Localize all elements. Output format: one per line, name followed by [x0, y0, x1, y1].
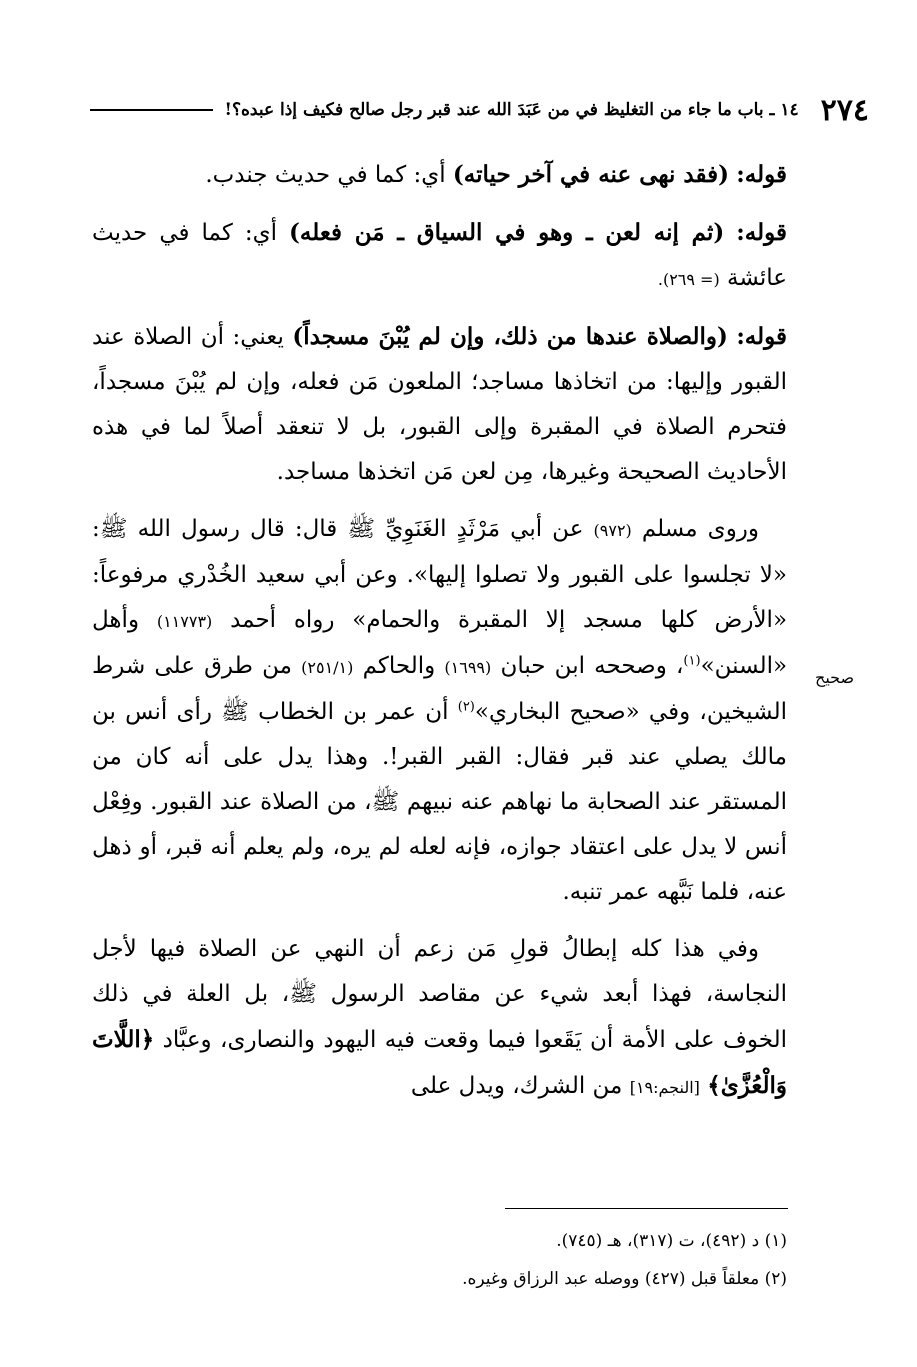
- footnote-marker-2[interactable]: (٢): [457, 699, 475, 715]
- paragraph-4-text-1: وروى مسلم: [641, 516, 760, 542]
- running-title: ١٤ ـ باب ما جاء من التغليظ في من عَبَدَ الله عند قبر رجل صالح فكيف إذا عبده؟!: [224, 100, 799, 120]
- paragraph-1-quote: (فقد نهى عنه في آخر حياته): [452, 161, 729, 188]
- paragraph-3-quote: (والصلاة عندها من ذلك، وإن لم يُبْنَ مسجداً): [292, 323, 728, 350]
- footnote-2: (٢) معلقاً قبل (٤٢٧) ووصله عبد الرزاق وغيره.: [462, 1269, 787, 1289]
- paragraph-2-lead: قوله:: [736, 219, 788, 246]
- margin-note-grade: صحيح: [815, 668, 855, 687]
- paragraph-5-text-1: وفي هذا كله إبطالُ قولِ مَن زعم أن النهي عن الصلاة فيها لأجل النجاسة، فهذا أبعد شيء عن مقاصد الرسول ﷺ، بل العلة في ذلك الخوف على الأمة أن يَقَعوا فيما وقعت فيه اليهود والنصارى، وعبَّاد: [92, 936, 787, 1053]
- footnote-marker-1[interactable]: (١): [683, 653, 701, 669]
- page-header: [90, 88, 869, 132]
- paragraph-4-ref-2: (١١٧٧٣): [156, 612, 213, 631]
- paragraph-3-text: يعني: أن الصلاة عند القبور وإليها: من اتخاذها مساجد؛ الملعون مَن فعله، وإن لم يُبْنَ مسجداً، فتحرم الصلاة في المقبرة وإلى القبور، بل لا تنعقد أصلاً لما في هذه الأحاديث الصحيحة وغيرها، مِن لعن مَن اتخذها مساجد.: [92, 324, 787, 485]
- main-text: [92, 152, 787, 1122]
- paragraph-4-text-2: عن أبي مَرْثَدٍ الغَنَوِيِّ ﷺ قال: قال رسول الله ﷺ: «لا تجلسوا على القبور ولا تصلوا إليها». وعن أبي سعيد الخُدْري مرفوعاً: «الأرض كلها مسجد إلا المقبرة والحمام» رواه أحمد: [92, 516, 788, 633]
- paragraph-4: [92, 507, 787, 915]
- paragraph-4-text-7: أن عمر بن الخطاب ﷺ رأى أنس بن مالك يصلي عند قبر فقال: القبر القبر!. وهذا يدل على أنه كان من المستقر عند الصحابة ما نهاهم عنه نبيهم ﷺ، من الصلاة عند القبور. وفِعْل أنس لا يدل على اعتقاد جوازه، فإنه لعله لم يره، ولم يعلم أنه قبر، أو ذهل عنه، فلما نَبَّهه عمر تنبه.: [92, 699, 787, 905]
- paragraph-5: [92, 927, 787, 1110]
- paragraph-2-ref: (= ٢٦٩).: [657, 270, 720, 289]
- paragraph-4-text-4: ، وصححه ابن حبان: [500, 653, 684, 679]
- paragraph-3: [92, 314, 787, 495]
- paragraph-4-ref-3: (١٦٩٩): [444, 658, 492, 677]
- paragraph-4-ref-1: (٩٧٢): [593, 521, 632, 540]
- header-rule: [90, 109, 213, 111]
- paragraph-4-ref-4: (٢٥١/١): [301, 658, 354, 677]
- paragraph-4-text-6: من طرق على شرط الشيخين، وفي «صحيح البخاري»: [92, 653, 787, 725]
- paragraph-1-lead: قوله:: [736, 161, 787, 188]
- paragraph-2-quote: (ثم إنه لعن ـ وهو في السياق ـ مَن فعله): [289, 219, 725, 246]
- footnote-1: (١) د (٤٩٢)، ت (٣١٧)، هـ (٧٤٥).: [556, 1231, 787, 1251]
- paragraph-5-ref: [النجم:١٩]: [629, 1078, 700, 1097]
- paragraph-2: [92, 210, 787, 302]
- paragraph-1-text: أي: كما في حديث جندب.: [205, 162, 446, 188]
- paragraph-1: [92, 152, 787, 198]
- page-number: ٢٧٤: [820, 92, 869, 128]
- paragraph-4-text-3: وأهل «السنن»: [92, 607, 788, 679]
- footnote-rule: [505, 1208, 788, 1209]
- paragraph-3-lead: قوله:: [736, 323, 788, 350]
- footnotes: [300, 1222, 787, 1298]
- paragraph-2-text: أي: كما في حديث عائشة: [92, 220, 787, 291]
- paragraph-4-text-5: والحاكم: [362, 653, 436, 679]
- paragraph-5-quran: ﴿اللَّاتَ وَالْعُزَّىٰ﴾: [92, 1026, 787, 1099]
- paragraph-5-text-2: من الشرك، ويدل على: [410, 1073, 623, 1099]
